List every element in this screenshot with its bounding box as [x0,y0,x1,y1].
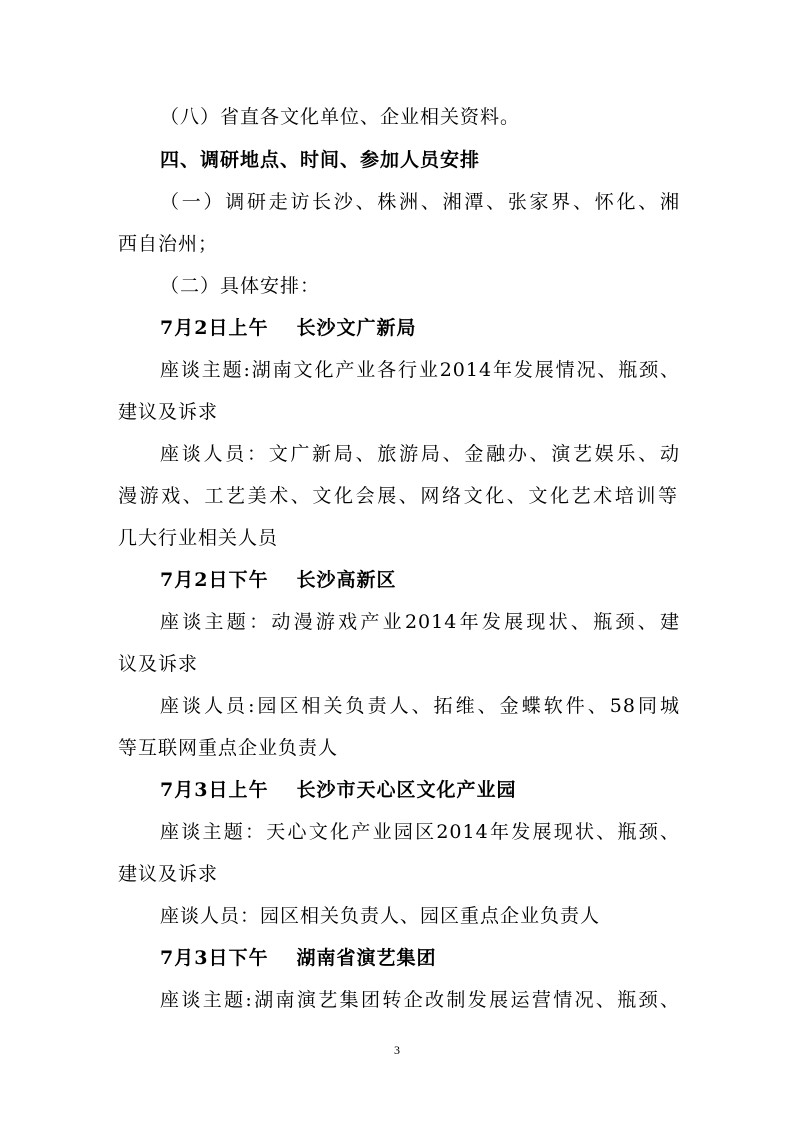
item-two: （二）具体安排： [160,275,321,297]
schedule-place: 湖南省演艺集团 [296,947,437,969]
schedule-topic-line-2: 议及诉求 [118,653,199,675]
schedule-people-line-1: 座谈人员：园区相关负责人、园区重点企业负责人 [160,905,601,927]
page-number: 3 [394,1043,400,1057]
schedule-time: 7月3日下午 [160,947,269,969]
schedule-heading [160,315,680,341]
schedule-topic-line-1: 座谈主题:湖南文化产业各行业2014年发展情况、瓶颈、 [160,359,680,381]
schedule-topic-line-1: 座谈主题：天心文化产业园区2014年发展现状、瓶颈、 [160,821,680,843]
schedule-heading [160,945,680,971]
schedule-topic-line-2: 建议及诉求 [118,401,219,423]
section-heading: 四、调研地点、时间、参加人员安排 [160,149,481,171]
schedule-people-line-3: 几大行业相关人员 [118,527,279,549]
schedule-people-line-2: 漫游戏、工艺美术、文化会展、网络文化、文化艺术培训等 [118,485,678,507]
schedule-topic-line-1: 座谈主题:湖南演艺集团转企改制发展运营情况、瓶颈、 [160,989,680,1011]
schedule-topic-line-2: 建议及诉求 [118,863,219,885]
schedule-heading [160,777,680,803]
schedule-time: 7月2日上午 [160,317,269,339]
schedule-place: 长沙市天心区文化产业园 [296,779,517,801]
schedule-time: 7月2日下午 [160,569,269,591]
item-one-line-2: 西自治州； [118,233,219,255]
schedule-topic-line-1: 座谈主题：动漫游戏产业2014年发展现状、瓶颈、建 [160,611,680,633]
schedule-people-line-1: 座谈人员:园区相关负责人、拓维、金蝶软件、58同城 [160,695,680,717]
schedule-time: 7月3日上午 [160,779,269,801]
schedule-heading [160,567,680,593]
schedule-place: 长沙高新区 [296,569,397,591]
item-eight: （八）省直各文化单位、企业相关资料。 [160,106,521,128]
schedule-people-line-1: 座谈人员：文广新局、旅游局、金融办、演艺娱乐、动 [160,443,680,465]
schedule-place: 长沙文广新局 [296,317,417,339]
schedule-people-line-2: 等互联网重点企业负责人 [118,737,339,759]
item-one-line-1: （一）调研走访长沙、株洲、湘潭、张家界、怀化、湘 [160,191,680,213]
